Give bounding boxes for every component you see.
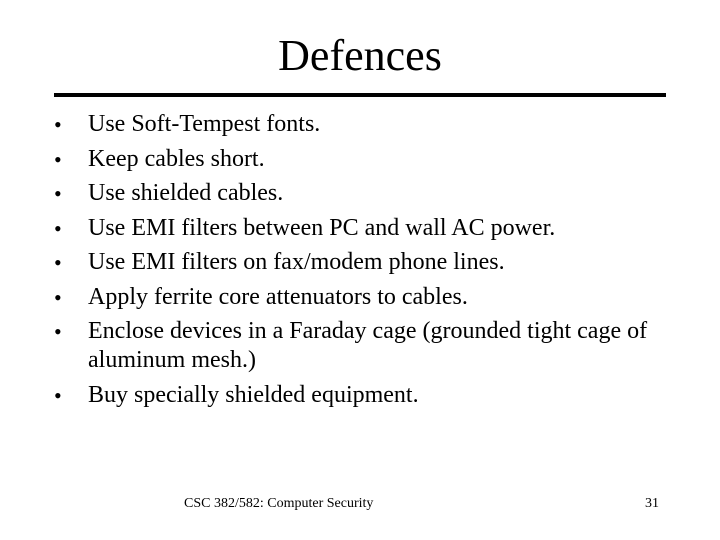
bullet-item: [54, 145, 674, 174]
bullet-text: Keep cables short.: [88, 145, 265, 172]
bullet-text: Use shielded cables.: [88, 180, 284, 206]
page-number: 31: [645, 496, 659, 511]
bullet-icon: •: [54, 319, 62, 344]
bullet-icon: •: [54, 181, 62, 206]
bullet-icon: •: [54, 250, 62, 275]
bullet-item: [54, 317, 674, 375]
bullet-item: [54, 110, 674, 139]
bullet-text: Buy specially shielded equipment.: [88, 381, 419, 408]
bullet-icon: •: [54, 215, 62, 241]
slide-title: Defences: [278, 31, 442, 80]
bullet-icon: •: [54, 382, 62, 408]
bullet-text: Apply ferrite core attenuators to cables.: [88, 283, 468, 310]
bullet-item: [54, 214, 674, 243]
bullet-item: [54, 283, 674, 312]
bullet-icon: •: [54, 112, 62, 137]
bullet-text: Enclose devices in a Faraday cage (grounded tight cage of aluminum mesh.): [88, 318, 648, 373]
bullet-icon: •: [54, 284, 62, 310]
bullet-text: Use Soft-Tempest fonts.: [88, 111, 321, 137]
bullet-item: [54, 179, 674, 208]
bullet-text: Use EMI filters between PC and wall AC power.: [88, 214, 556, 241]
bullet-list: [54, 110, 674, 415]
bullet-icon: •: [54, 146, 62, 172]
title-divider: [54, 93, 666, 97]
bullet-item: [54, 248, 674, 277]
bullet-text: Use EMI filters on fax/modem phone lines.: [88, 249, 505, 275]
footer-course: CSC 382/582: Computer Security: [184, 496, 374, 511]
bullet-item: [54, 381, 674, 410]
